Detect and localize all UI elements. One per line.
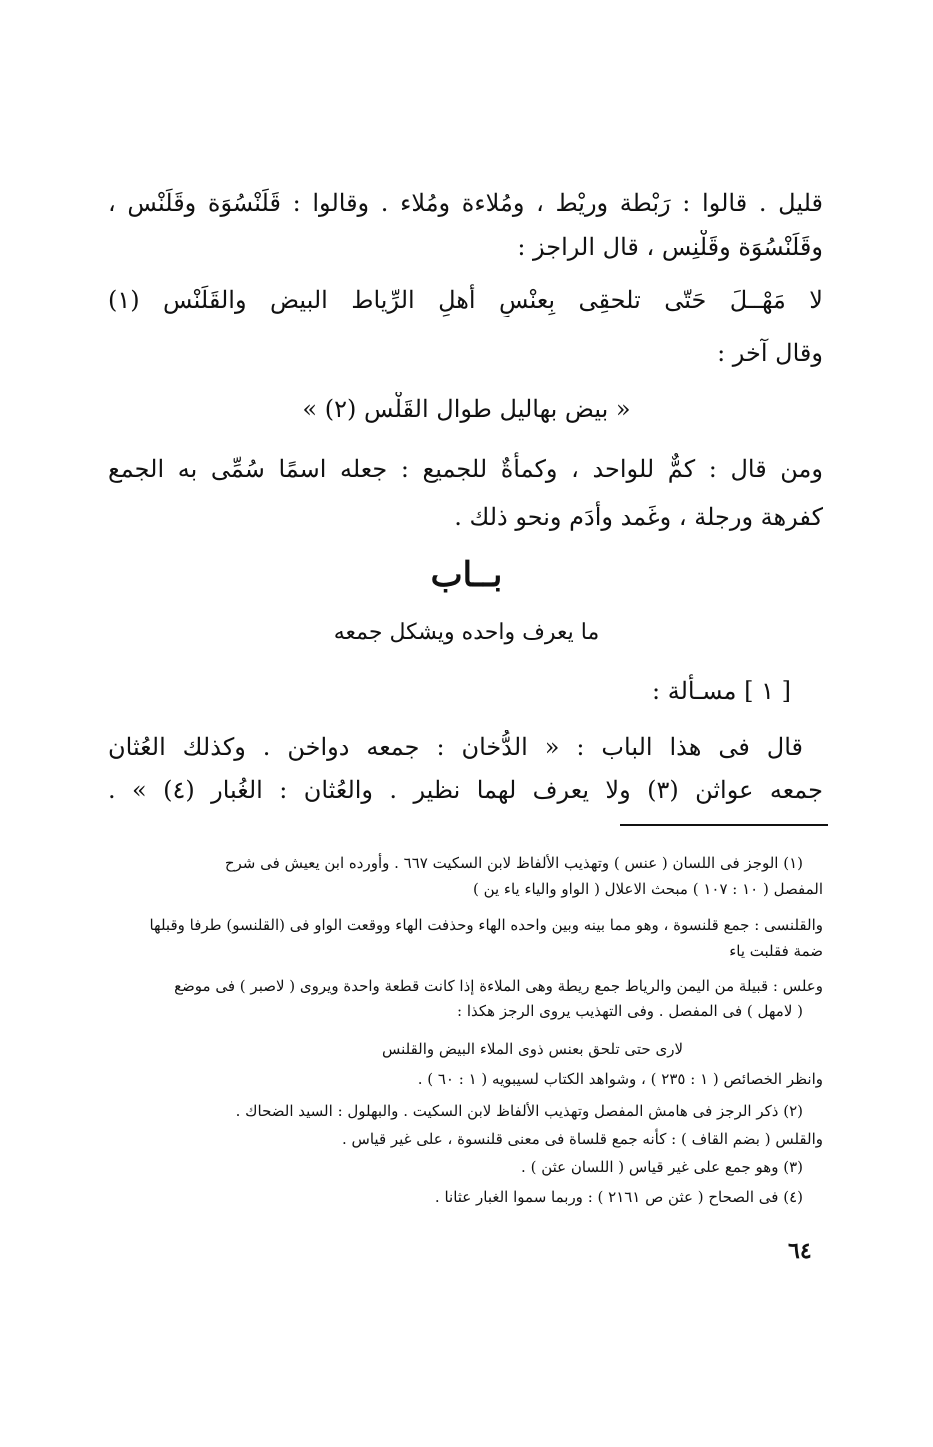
footnote-line: وانظر الخصائص ( ١ : ٢٣٥ ) ، وشواهد الكتاب لسيبويه ( ١ : ٦٠ ) . (417, 1070, 823, 1088)
footnote-line: والقلس ( بضم القاف ) : كأنه جمع قلساة فى معنى قلنسوة ، على غير قياس . (342, 1130, 823, 1148)
footnote-line: والقلنسى : جمع قلنسوة ، وهو مما بينه وبين واحده الهاء وحذفت الهاء ووقعت الواو فى (القلنسو) طرفا وقبلها (149, 916, 823, 934)
footnote-line: (٤) فى الصحاح ( عثن ص ٢١٦١ ) : وربما سموا الغبار عثانا . (434, 1188, 803, 1206)
body-line-2: وقَلَنْسُوَة وقَلْنِس ، قال الراجز : (517, 233, 823, 261)
issue-heading: [ ١ ] مسـألة : (651, 677, 791, 705)
footnote-line: (١) الوجز فى اللسان ( عنس ) وتهذيب الألفاظ لابن السكيت ٦٦٧ . وأورده ابن يعيش فى شرح (224, 854, 803, 872)
verse-line-1: لا مَهْــلَ حَتّى تلحقِى بِعنْسِ أهلِ الرِّياط البيض والقَلَنْس (١) (108, 286, 823, 314)
footnote-line: وعلس : قبيلة من اليمن والرياط جمع ريطة وهى الملاءة إذا كانت قطعة واحدة ويروى ( لاصبر ) فى موضع (174, 977, 823, 995)
section-line-1: قال فى هذا الباب : « الدُّخان : جمعه دواخن . وكذلك العُثان (108, 733, 803, 761)
footnote-line: (٣) وهو جمع على غير قياس ( اللسان عثن ) . (521, 1158, 803, 1176)
verse-line-2: « بيض بهاليل طوال القَلْس (٢) » (302, 395, 631, 423)
body-line-5: كفرهة ورجلة ، وغَمد وأدَم ونحو ذلك . (454, 503, 823, 531)
chapter-title: بــاب (430, 555, 503, 595)
chapter-subtitle: ما يعرف واحده ويشكل جمعه (333, 620, 600, 645)
page-number: ٦٤ (788, 1238, 812, 1264)
section-line-2: جمعه عواثن (٣) ولا يعرف لهما نظير . والعُثان : الغُبار (٤) » . (108, 776, 823, 804)
body-line-3: وقال آخر : (717, 339, 823, 367)
body-line-4: ومن قال : كمٌّ للواحد ، وكمأةٌ للجميع : جعله اسمًا سُمِّى به الجمع (108, 455, 823, 483)
footnote-line: (٢) ذكر الرجز فى هامش المفصل وتهذيب الألفاظ لابن السكيت . والبهلول : السيد الضحاك . (235, 1102, 803, 1120)
footnote-verse: لارى حتى تلحق بعنس ذوى الملاء البيض والقلنس (381, 1040, 683, 1058)
footnote-line: ضمة فقلبت ياء (729, 942, 823, 960)
footnote-separator (620, 824, 828, 826)
body-line-1: قليل . قالوا : رَبْطة وريْط ، ومُلاءة ومُلاء . وقالوا : قَلَنْسُوَة وقَلَنْس ، (108, 189, 823, 217)
footnote-line: ( لامهل ) فى المفصل . وفى التهذيب يروى الرجز هكذا : (457, 1002, 803, 1020)
footnote-line: المفصل ( ١٠ : ١٠٧ ) مبحث الاعلال ( الواو والياء ياء ين ) (472, 880, 823, 898)
